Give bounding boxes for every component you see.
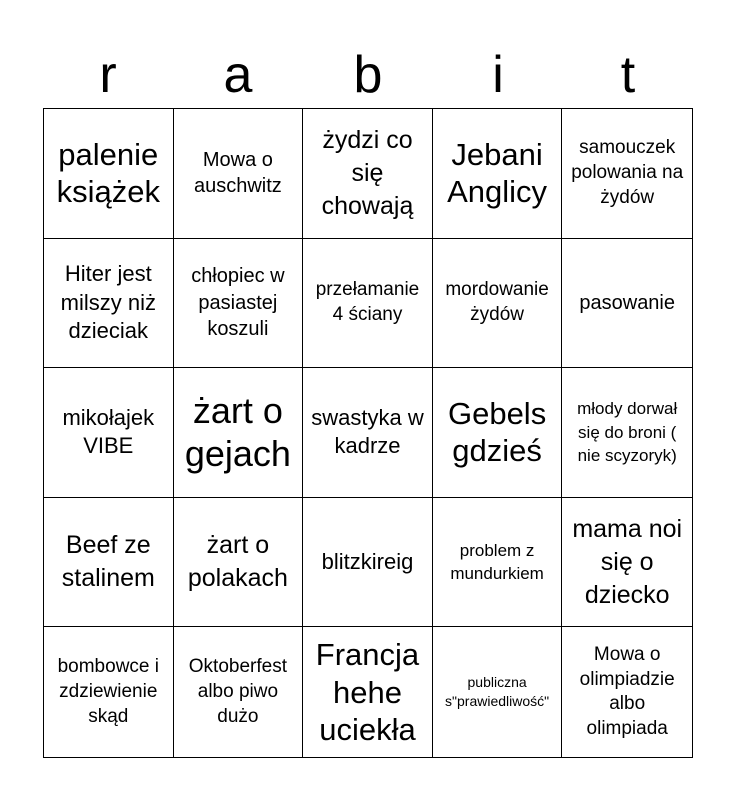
bingo-cell[interactable]: żart o gejach <box>174 368 304 498</box>
bingo-cell[interactable]: Mowa o olimpiadzie albo olimpiada <box>579 643 675 739</box>
bingo-cell[interactable]: mordowanie żydów <box>433 239 563 369</box>
bingo-cell[interactable]: swastyka w kadrze <box>303 368 433 498</box>
bingo-cell[interactable]: Oktoberfest albo piwo dużo <box>174 627 304 757</box>
bingo-cell[interactable]: Jebani Anglicy <box>433 109 563 239</box>
bingo-cell[interactable]: przełamanie 4 ściany <box>303 239 433 369</box>
bingo-cell[interactable]: żart o polakach <box>174 498 304 628</box>
bingo-cell[interactable]: pasowanie <box>562 239 692 369</box>
bingo-cell[interactable]: samouczek polowania na żydów <box>562 109 692 239</box>
bingo-cell[interactable]: publiczna s"prawiedliwość" <box>433 627 563 757</box>
title-letter-t: t <box>620 46 636 104</box>
bingo-title <box>43 42 693 108</box>
bingo-cell[interactable]: blitzkireig <box>303 498 433 628</box>
bingo-board <box>43 108 693 758</box>
bingo-cell[interactable]: Gebels gdzieś <box>433 368 563 498</box>
bingo-cell[interactable]: problem z mundurkiem <box>433 498 563 628</box>
bingo-cell[interactable]: mama noi się o dziecko <box>562 498 692 628</box>
title-letter-b: b <box>353 46 383 104</box>
bingo-cell[interactable]: mikołajek VIBE <box>44 368 174 498</box>
bingo-cell[interactable]: młody dorwał się do broni ( nie scyzoryk) <box>562 368 692 498</box>
bingo-cell[interactable]: chłopiec w pasiastej koszuli <box>174 239 304 369</box>
title-letter-a: a <box>223 46 253 104</box>
title-letter-r: r <box>99 46 117 104</box>
bingo-cell[interactable]: Hiter jest milszy niż dzieciak <box>44 239 174 369</box>
bingo-cell[interactable]: bombowce i zdziewienie skąd <box>44 627 174 757</box>
bingo-cell[interactable]: Mowa o auschwitz <box>174 109 304 239</box>
title-letter-i: i <box>492 46 504 104</box>
bingo-cell[interactable]: żydzi co się chowają <box>303 109 433 239</box>
bingo-cell[interactable]: Francja hehe uciekła <box>303 627 433 757</box>
bingo-cell[interactable]: Beef ze stalinem <box>44 498 174 628</box>
bingo-cell[interactable]: palenie książek <box>44 109 174 239</box>
